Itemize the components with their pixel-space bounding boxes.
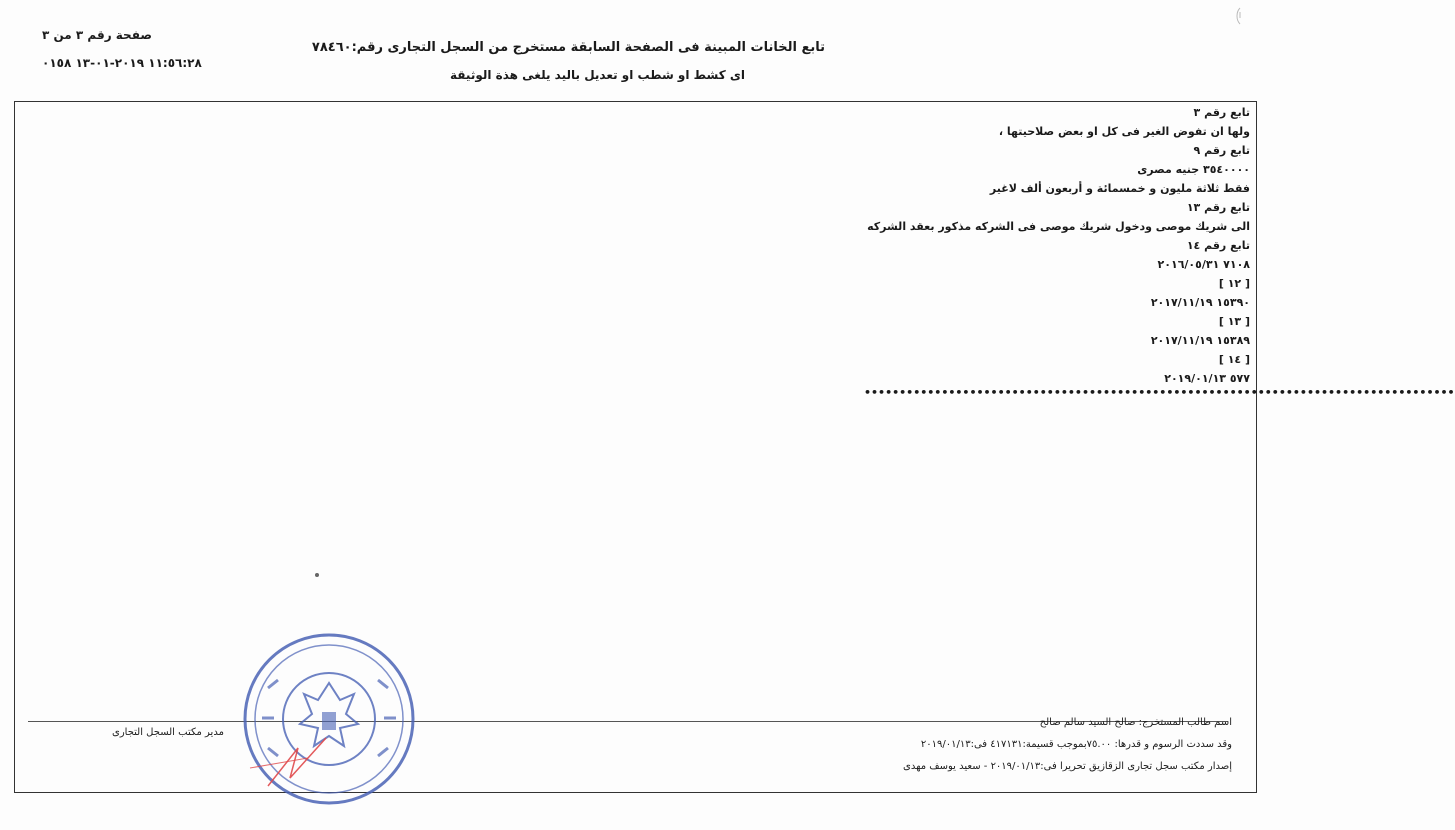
content-line: تابع رقم ٣ — [1193, 106, 1250, 119]
official-seal-stamp — [238, 628, 420, 810]
content-line: ٧١٠٨ ٢٠١٦/٠٥/٣١ — [1157, 258, 1250, 271]
content-line: تابع رقم ١٤ — [1186, 239, 1250, 252]
tamper-warning: اى كشط او شطب او تعديل باليد يلغى هذة الوثيقة — [450, 68, 745, 82]
content-line: ٣٥٤٠٠٠٠ جنيه مصرى — [1137, 163, 1250, 176]
content-line: تابع رقم ٩ — [1193, 144, 1250, 157]
requester-name: اسم طالب المستخرج: صالح السيد سالم صالح — [1039, 717, 1232, 728]
content-line: الى شريك موصى ودخول شريك موصى فى الشركه مذكور بعقد الشركه — [867, 220, 1250, 233]
footer-info — [903, 712, 1232, 778]
content-line: ١٥٣٩٠ ٢٠١٧/١١/١٩ — [1150, 296, 1250, 309]
corner-mark — [1234, 6, 1244, 28]
page-number: صفحة رقم ٣ من ٣ — [42, 28, 152, 42]
content-line: [ ١٢ ] — [1218, 277, 1250, 290]
fees-paid: وقد سددت الرسوم و قدرها: ٧٥.٠٠بموجب قسيمة:٤١٧١٣١ فى:٢٠١٩/٠١/١٣ — [920, 739, 1232, 750]
content-line: ولها ان تفوض الغير فى كل او بعض صلاحيتها ، — [998, 125, 1250, 138]
content-line: تابع رقم ١٣ — [1186, 201, 1250, 214]
timestamp: ١١:٥٦:٢٨ ٢٠١٩-٠١-١٣ ٠١٥٨ — [42, 56, 202, 70]
content-line: [ ١٣ ] — [1218, 315, 1250, 328]
document-content — [730, 103, 1250, 388]
document-title: تابع الخانات المبينة فى الصفحة السابقة مستخرج من السجل التجارى رقم:٧٨٤٦٠ — [311, 40, 825, 55]
dotted-separator: •••••••••••••••••••••••••••••••••••••••••••••••••••••••••••••••••••••••••••••••••••• — [864, 386, 1455, 399]
content-line: ١٥٣٨٩ ٢٠١٧/١١/١٩ — [1150, 334, 1250, 347]
manager-title: مدير مكتب السجل التجارى — [112, 727, 224, 738]
content-line: فقط ثلاثة مليون و خمسمائة و أربعون ألف لاغير — [989, 182, 1250, 195]
ink-speck — [315, 573, 319, 577]
issuance-info: إصدار مكتب سجل تجارى الزقازيق تحريرا فى:٢٠١٩/٠١/١٣ - سعيد يوسف مهدى — [903, 761, 1232, 772]
content-line: ٥٧٧ ٢٠١٩/٠١/١٣ — [1164, 372, 1250, 385]
content-line: [ ١٤ ] — [1218, 353, 1250, 366]
